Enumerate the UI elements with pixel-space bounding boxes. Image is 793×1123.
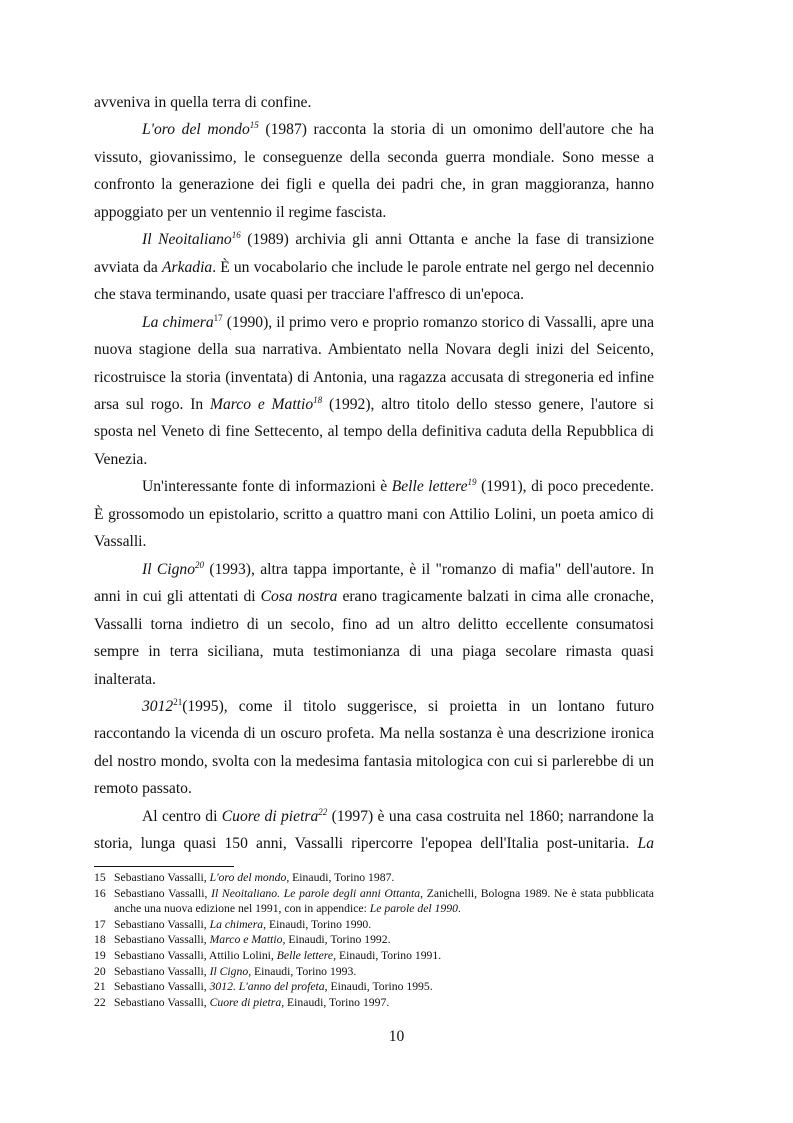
italic-title: 3012. L'anno del profeta: [209, 980, 325, 994]
footnote-ref: 22: [318, 806, 328, 817]
footnote-number: 22: [94, 995, 106, 1009]
text-run: Sebastiano Vassalli, Attilio Lolini,: [114, 948, 277, 962]
footnote-text: [114, 917, 654, 933]
footnote-text: [114, 886, 654, 917]
italic-title: Cuore di pietra: [221, 807, 319, 825]
text-run: Sebastiano Vassalli,: [114, 980, 210, 994]
italic-title: 3012: [142, 697, 174, 715]
footnote-number: 17: [94, 917, 106, 931]
page-number: 10: [388, 1028, 405, 1045]
footnote-text: [114, 964, 654, 980]
footnote: [94, 886, 654, 917]
footnote: [94, 995, 654, 1011]
paragraph: [94, 803, 654, 858]
text-run: (1997) è una casa costruita nel 1860; narrandone la storia, lunga quasi 150 anni, Vassalli ripercorre l'epopea dell'Italia post-unitaria.: [94, 807, 654, 853]
text-run: (1993), altra tappa importante, è il "romanzo di mafia" dell'autore. In anni in cui gli attentati di: [94, 560, 654, 606]
footnote-number: 18: [94, 933, 106, 947]
text-run: . È un vocabolario che include le parole entrate nel gergo nel decennio che stava terminando, usate quasi per tracciare l'affresco di un'epoca.: [94, 258, 654, 304]
footnote-text: [114, 948, 654, 964]
text-run: (1990), il primo vero e proprio romanzo storico di Vassalli, apre una nuova stagione della sua narrativa. Ambientato nella Novara degli inizi del Seicento, ricostruisce la storia (inventata) di Antonia, una ragazza accusata di stregoneria ed infine arsa sul rogo. In: [94, 313, 654, 413]
footnote: [94, 932, 654, 948]
footnote: [94, 917, 654, 933]
footnote: [94, 870, 654, 886]
footnote-number: 15: [94, 871, 106, 884]
italic-title: L'oro del mondo: [142, 121, 250, 139]
text-run: Sebastiano Vassalli,: [114, 871, 210, 884]
footnote-ref: 16: [231, 230, 241, 241]
text-run: , Einaudi, Torino 1993.: [248, 964, 357, 978]
footnote-number: 20: [94, 964, 106, 978]
italic-title: La chimera: [142, 313, 214, 331]
text-run: , Einaudi, Torino 1991.: [333, 948, 442, 962]
footnote: [94, 964, 654, 980]
text-run: .: [457, 902, 461, 916]
text-run: erano tragicamente balzati in cima alle cronache, Vassalli torna indietro di un secolo, fino ad un altro delitto eccellente consumatosi sempre in terra siciliana, muta testimonianza di una piaga secolare rimasta quasi inalterata.: [94, 588, 655, 688]
italic-title: Marco e Mattio: [209, 933, 283, 947]
italic-title: Il Neoitaliano. Le parole degli anni Ottanta: [211, 886, 421, 900]
text-run: , Einaudi, Torino 1990.: [263, 917, 372, 931]
italic-title: Cosa nostra: [260, 588, 338, 606]
paragraph: [94, 693, 654, 803]
paragraph: [94, 116, 654, 226]
footnote: [94, 979, 654, 995]
text-run: (1992), altro titolo dello stesso genere, l'autore si sposta nel Veneto di fine Settecento, al tempo della definitiva caduta della Repubblica di Venezia.: [94, 395, 654, 468]
paragraph: [94, 556, 654, 693]
text-run: Sebastiano Vassalli,: [114, 933, 210, 947]
text-run: (1987) racconta la storia di un omonimo dell'autore che ha vissuto, giovanissimo, le conseguenze della seconda guerra mondiale. Sono messe a confronto la generazione dei figli e quella dei padri che, in gran maggioranza, hanno appoggiato per un ventennio il regime fascista.: [94, 121, 654, 221]
paragraph: [94, 89, 654, 116]
text-run: Al centro di: [142, 807, 222, 825]
footnote: [94, 948, 654, 964]
text-run: Un'interessante fonte di informazioni è: [142, 478, 392, 496]
footnote-number: 21: [94, 980, 106, 994]
footnote-ref: 19: [467, 477, 477, 488]
italic-title: Il Neoitaliano: [142, 231, 232, 249]
text-run: , Einaudi, Torino 1997.: [281, 995, 390, 1009]
footnote-ref: 15: [249, 120, 259, 131]
footnote-text: [114, 995, 654, 1011]
footnote-number: 16: [94, 886, 106, 900]
text-run: (1989) archivia gli anni Ottanta e anche la fase di transizione avviata da: [94, 231, 654, 276]
footnote-separator: [94, 866, 234, 867]
text-run: , Einaudi, Torino 1987.: [286, 871, 395, 884]
text-run: Sebastiano Vassalli,: [114, 886, 212, 900]
italic-title: Il Cigno: [142, 560, 196, 578]
italic-title: La: [637, 835, 654, 853]
italic-title: L'oro del mondo: [209, 871, 287, 884]
footnote-ref: 20: [195, 559, 205, 570]
italic-title: Belle lettere: [276, 948, 334, 962]
text-run: , Zanichelli, Bologna 1989. Ne è stata pubblicata anche una nuova edizione nel 1991, con in appendice:: [114, 886, 654, 916]
paragraph: [94, 473, 654, 555]
italic-title: Marco e Mattio: [210, 395, 314, 413]
text-run: (1991), di poco precedente. È grossomodo un epistolario, scritto a quattro mani con Attilio Lolini, un poeta amico di Vassalli.: [94, 478, 654, 551]
italic-title: Belle lettere: [391, 478, 468, 496]
footnote-text: [114, 932, 654, 948]
italic-title: La chimera: [209, 917, 264, 931]
italic-title: Arkadia: [161, 258, 213, 276]
text-run: , Einaudi, Torino 1992.: [282, 933, 391, 947]
footnote-ref: 21: [173, 696, 183, 707]
footnote-text: [114, 870, 654, 886]
footnotes: [94, 870, 654, 1010]
paragraph: [94, 226, 654, 308]
footnote-ref: 18: [313, 394, 323, 405]
italic-title: Le parole del 1990: [369, 902, 458, 916]
footnote-text: [114, 979, 654, 995]
italic-title: Cuore di pietra: [209, 995, 282, 1009]
text-run: Sebastiano Vassalli,: [114, 995, 210, 1009]
text-run: (1995), come il titolo suggerisce, si proietta in un lontano futuro raccontando la vicenda di un oscuro profeta. Ma nella sostanza è una descrizione ironica del nostro mondo, svolta con la medesima fantasia mitologica con cui si parlerebbe di un remoto passato.: [94, 697, 654, 798]
italic-title: Il Cigno: [209, 964, 249, 978]
text-run: avveniva in quella terra di confine.: [94, 94, 312, 111]
text-run: , Einaudi, Torino 1995.: [324, 980, 433, 994]
body-text: [94, 89, 654, 858]
footnote-number: 19: [94, 948, 106, 962]
footnote-ref: 17: [213, 312, 223, 323]
paragraph: [94, 309, 654, 474]
text-run: Sebastiano Vassalli,: [114, 917, 210, 931]
text-run: Sebastiano Vassalli,: [114, 964, 210, 978]
